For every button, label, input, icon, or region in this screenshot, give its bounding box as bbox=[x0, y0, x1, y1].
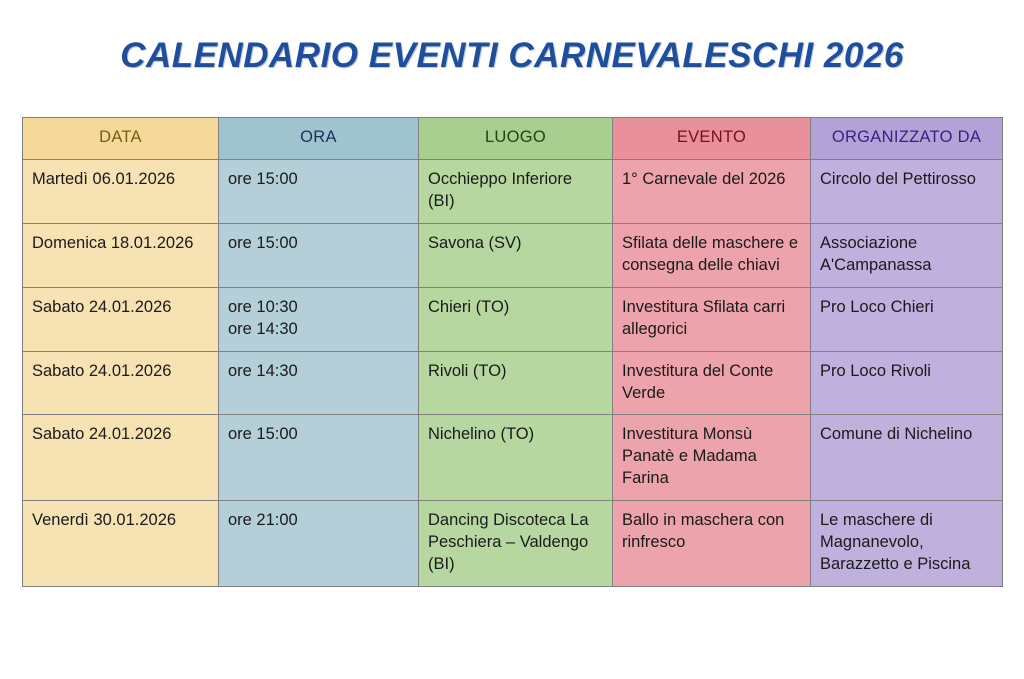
cell-luogo: Nichelino (TO) bbox=[419, 415, 613, 501]
column-header-data: DATA bbox=[23, 118, 219, 160]
table-row bbox=[23, 351, 1003, 415]
events-table-wrapper bbox=[22, 117, 1002, 587]
column-header-ora: ORA bbox=[219, 118, 419, 160]
cell-data: Domenica 18.01.2026 bbox=[23, 223, 219, 287]
cell-data: Sabato 24.01.2026 bbox=[23, 351, 219, 415]
cell-data: Sabato 24.01.2026 bbox=[23, 415, 219, 501]
cell-luogo: Occhieppo Inferiore (BI) bbox=[419, 159, 613, 223]
cell-ora: ore 15:00 bbox=[219, 415, 419, 501]
events-table bbox=[22, 117, 1003, 587]
cell-data: Martedì 06.01.2026 bbox=[23, 159, 219, 223]
cell-ora: ore 15:00 bbox=[219, 223, 419, 287]
cell-evento: Investitura Monsù Panatè e Madama Farina bbox=[613, 415, 811, 501]
cell-luogo: Dancing Discoteca La Peschiera – Valdengo (BI) bbox=[419, 501, 613, 587]
table-body bbox=[23, 159, 1003, 586]
cell-evento: 1° Carnevale del 2026 bbox=[613, 159, 811, 223]
cell-evento: Sfilata delle maschere e consegna delle chiavi bbox=[613, 223, 811, 287]
cell-evento: Ballo in maschera con rinfresco bbox=[613, 501, 811, 587]
cell-ora: ore 14:30 bbox=[219, 351, 419, 415]
cell-luogo: Chieri (TO) bbox=[419, 287, 613, 351]
table-row bbox=[23, 415, 1003, 501]
cell-luogo: Rivoli (TO) bbox=[419, 351, 613, 415]
table-header-row bbox=[23, 118, 1003, 160]
column-header-organizzato-da: ORGANIZZATO DA bbox=[811, 118, 1003, 160]
cell-organizzato-da: Associazione A'Campanassa bbox=[811, 223, 1003, 287]
column-header-luogo: LUOGO bbox=[419, 118, 613, 160]
cell-organizzato-da: Pro Loco Chieri bbox=[811, 287, 1003, 351]
cell-evento: Investitura Sfilata carri allegorici bbox=[613, 287, 811, 351]
cell-luogo: Savona (SV) bbox=[419, 223, 613, 287]
table-row bbox=[23, 287, 1003, 351]
cell-organizzato-da: Le maschere di Magnanevolo, Barazzetto e Piscina bbox=[811, 501, 1003, 587]
cell-evento: Investitura del Conte Verde bbox=[613, 351, 811, 415]
cell-data: Sabato 24.01.2026 bbox=[23, 287, 219, 351]
cell-organizzato-da: Comune di Nichelino bbox=[811, 415, 1003, 501]
page-title: CALENDARIO EVENTI CARNEVALESCHI 2026 bbox=[120, 36, 904, 75]
cell-ora: ore 10:30 ore 14:30 bbox=[219, 287, 419, 351]
cell-ora: ore 15:00 bbox=[219, 159, 419, 223]
cell-data: Venerdì 30.01.2026 bbox=[23, 501, 219, 587]
table-row bbox=[23, 501, 1003, 587]
cell-organizzato-da: Circolo del Pettirosso bbox=[811, 159, 1003, 223]
cell-ora: ore 21:00 bbox=[219, 501, 419, 587]
column-header-evento: EVENTO bbox=[613, 118, 811, 160]
table-row bbox=[23, 159, 1003, 223]
table-row bbox=[23, 223, 1003, 287]
cell-organizzato-da: Pro Loco Rivoli bbox=[811, 351, 1003, 415]
